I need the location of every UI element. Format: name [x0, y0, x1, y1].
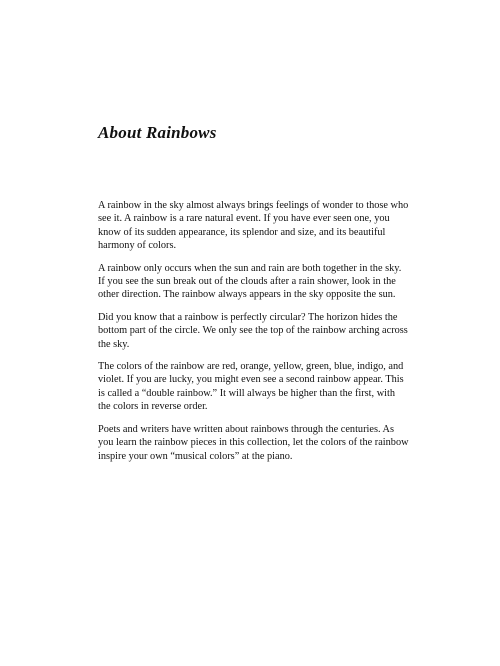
paragraph-1 [98, 199, 418, 253]
text-line: other direction. The rainbow always appears in the sky opposite the sun. [98, 289, 396, 301]
text-line: harmony of colors. [98, 240, 177, 252]
text-line: the colors in reverse order. [98, 401, 208, 413]
text-line: A rainbow in the sky almost always brings feelings of wonder to those who [98, 200, 409, 211]
paragraph-3 [98, 311, 418, 351]
paragraph-2 [98, 262, 418, 302]
text-line: A rainbow only occurs when the sun and rain are both together in the sky. [98, 262, 402, 274]
text-line: Poets and writers have written about rainbows through the centuries. As [98, 423, 394, 435]
text-line: inspire your own “musical colors” at the piano. [98, 450, 293, 462]
text-line: is called a “double rainbow.” It will always be higher than the first, with [98, 387, 395, 399]
text-line: The colors of the rainbow are red, orange, yellow, green, blue, indigo, and [98, 361, 404, 373]
text-line: you learn the rainbow pieces in this collection, let the colors of the rainbow [98, 437, 409, 449]
text-line: bottom part of the circle. We only see the top of the rainbow arching across [98, 325, 408, 337]
text-line: Did you know that a rainbow is perfectly circular? The horizon hides the [98, 311, 398, 323]
body-text [98, 199, 418, 472]
text-line: know of its sudden appearance, its splendor and size, and its beautiful [98, 226, 386, 238]
text-line: the sky. [98, 338, 130, 350]
page-title: About Rainbows [98, 123, 217, 142]
text-line: violet. If you are lucky, you might even see a second rainbow appear. This [98, 374, 404, 386]
text-line: If you see the sun break out of the clouds after a rain shower, look in the [98, 276, 396, 288]
paragraph-5 [98, 423, 418, 463]
paragraph-4 [98, 360, 418, 414]
text-line: see it. A rainbow is a rare natural event. If you have ever seen one, you [98, 213, 390, 225]
